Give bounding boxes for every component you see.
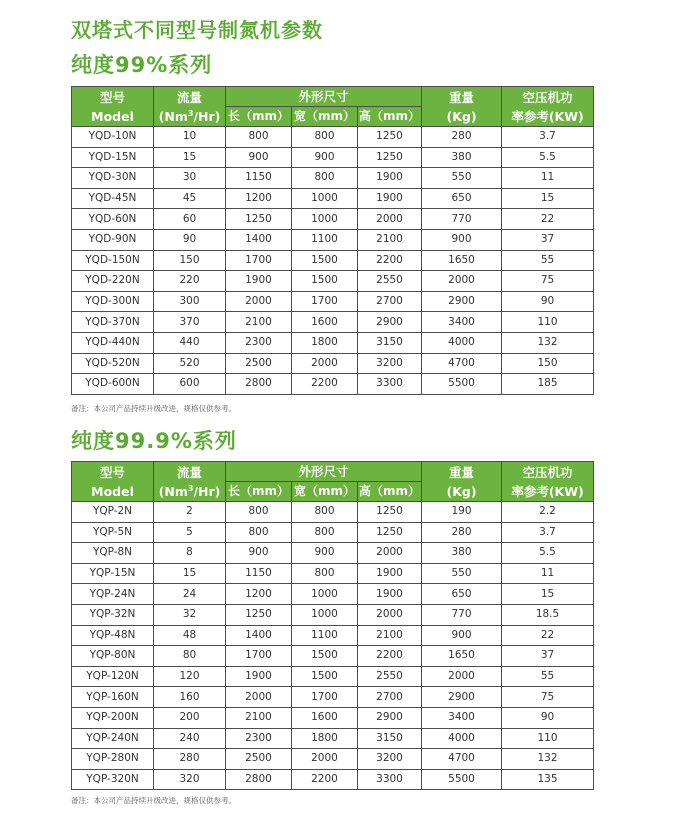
table-row	[72, 250, 594, 271]
table-row	[72, 625, 594, 646]
table-row	[72, 666, 594, 687]
cell-height: 1900	[358, 563, 422, 584]
cell-model: YQD-90N	[72, 229, 154, 250]
cell-model: YQP-200N	[72, 707, 154, 728]
cell-weight: 190	[422, 502, 502, 523]
cell-model: YQD-150N	[72, 250, 154, 271]
cell-width: 1600	[292, 707, 358, 728]
cell-power: 55	[502, 250, 594, 271]
cell-weight: 550	[422, 563, 502, 584]
cell-flow: 2	[154, 502, 226, 523]
table-row	[72, 332, 594, 353]
cell-length: 1200	[226, 188, 292, 209]
cell-flow: 120	[154, 666, 226, 687]
header-model: 型号 Model	[72, 462, 154, 502]
cell-power: 3.7	[502, 127, 594, 148]
cell-model: YQP-24N	[72, 584, 154, 605]
table-row	[72, 707, 594, 728]
cell-flow: 15	[154, 563, 226, 584]
table-body	[72, 127, 594, 395]
header-power: 空压机功 率参考(KW)	[502, 462, 594, 502]
cell-length: 900	[226, 147, 292, 168]
table-row	[72, 127, 594, 148]
table-row	[72, 312, 594, 333]
cell-power: 15	[502, 188, 594, 209]
cell-height: 2700	[358, 687, 422, 708]
cell-flow: 24	[154, 584, 226, 605]
cell-power: 55	[502, 666, 594, 687]
cell-model: YQP-240N	[72, 728, 154, 749]
cell-power: 2.2	[502, 502, 594, 523]
cell-width: 1800	[292, 332, 358, 353]
cell-height: 2000	[358, 604, 422, 625]
table-row	[72, 749, 594, 770]
cell-flow: 5	[154, 522, 226, 543]
cell-length: 2300	[226, 728, 292, 749]
cell-weight: 4700	[422, 749, 502, 770]
cell-length: 2500	[226, 749, 292, 770]
cell-length: 800	[226, 127, 292, 148]
cell-flow: 240	[154, 728, 226, 749]
cell-width: 1500	[292, 646, 358, 667]
cell-power: 11	[502, 168, 594, 189]
cell-width: 1500	[292, 271, 358, 292]
cell-power: 37	[502, 229, 594, 250]
cell-weight: 770	[422, 604, 502, 625]
header-width: 宽（mm）	[292, 482, 358, 502]
table-row	[72, 646, 594, 667]
cell-height: 1250	[358, 127, 422, 148]
cell-weight: 550	[422, 168, 502, 189]
cell-flow: 280	[154, 749, 226, 770]
cell-weight: 2900	[422, 291, 502, 312]
cell-weight: 900	[422, 625, 502, 646]
header-flow: 流量 (Nm$^3$/Hr)	[154, 87, 226, 127]
cell-model: YQP-32N	[72, 604, 154, 625]
cell-height: 2000	[358, 543, 422, 564]
cell-width: 800	[292, 127, 358, 148]
header-length: 长（mm）	[226, 482, 292, 502]
cell-weight: 3400	[422, 707, 502, 728]
cell-width: 900	[292, 543, 358, 564]
table-row	[72, 291, 594, 312]
cell-length: 2100	[226, 312, 292, 333]
cell-model: YQP-8N	[72, 543, 154, 564]
cell-power: 110	[502, 728, 594, 749]
cell-height: 1900	[358, 168, 422, 189]
note-999: 备注：本公司产品持续升级改进，规格仅供参考。	[71, 796, 236, 805]
page-title: 双塔式不同型号制氮机参数	[71, 18, 323, 42]
cell-width: 1800	[292, 728, 358, 749]
table-row	[72, 271, 594, 292]
cell-power: 11	[502, 563, 594, 584]
cell-weight: 2900	[422, 687, 502, 708]
cell-weight: 4700	[422, 353, 502, 374]
table-row	[72, 229, 594, 250]
cell-length: 1250	[226, 604, 292, 625]
cell-length: 1250	[226, 209, 292, 230]
cell-width: 1000	[292, 209, 358, 230]
cell-width: 1100	[292, 625, 358, 646]
cell-width: 1000	[292, 604, 358, 625]
cell-length: 800	[226, 522, 292, 543]
cell-height: 2100	[358, 229, 422, 250]
cell-model: YQP-280N	[72, 749, 154, 770]
cell-height: 2550	[358, 666, 422, 687]
cell-length: 2500	[226, 353, 292, 374]
cell-weight: 5500	[422, 769, 502, 790]
cell-length: 800	[226, 502, 292, 523]
header-weight: 重量 (Kg)	[422, 87, 502, 127]
cell-model: YQD-370N	[72, 312, 154, 333]
cell-height: 3300	[358, 769, 422, 790]
header-length: 长（mm）	[226, 107, 292, 127]
cell-width: 2000	[292, 749, 358, 770]
cell-flow: 90	[154, 229, 226, 250]
table-row	[72, 769, 594, 790]
cell-power: 5.5	[502, 147, 594, 168]
cell-length: 1900	[226, 666, 292, 687]
cell-length: 2800	[226, 769, 292, 790]
cell-weight: 4000	[422, 332, 502, 353]
table-row	[72, 728, 594, 749]
table-row	[72, 522, 594, 543]
cell-model: YQP-48N	[72, 625, 154, 646]
cell-length: 1400	[226, 229, 292, 250]
cell-height: 3200	[358, 749, 422, 770]
cell-height: 2000	[358, 209, 422, 230]
cell-length: 1150	[226, 168, 292, 189]
header-weight: 重量 (Kg)	[422, 462, 502, 502]
cell-flow: 220	[154, 271, 226, 292]
cell-weight: 380	[422, 147, 502, 168]
table-row	[72, 188, 594, 209]
cell-model: YQD-440N	[72, 332, 154, 353]
header-height: 高（mm）	[358, 107, 422, 127]
cell-flow: 15	[154, 147, 226, 168]
header-height: 高（mm）	[358, 482, 422, 502]
cell-length: 900	[226, 543, 292, 564]
cell-weight: 280	[422, 522, 502, 543]
cell-weight: 2000	[422, 271, 502, 292]
cell-height: 1900	[358, 584, 422, 605]
cell-width: 1500	[292, 666, 358, 687]
cell-weight: 5500	[422, 374, 502, 395]
cell-flow: 520	[154, 353, 226, 374]
cell-flow: 440	[154, 332, 226, 353]
cell-width: 800	[292, 168, 358, 189]
cell-width: 2000	[292, 353, 358, 374]
cell-power: 15	[502, 584, 594, 605]
table-row	[72, 353, 594, 374]
spec-table-99	[71, 86, 594, 395]
cell-power: 150	[502, 353, 594, 374]
cell-length: 2000	[226, 687, 292, 708]
cell-flow: 320	[154, 769, 226, 790]
cell-length: 1400	[226, 625, 292, 646]
table-row	[72, 168, 594, 189]
cell-height: 3200	[358, 353, 422, 374]
cell-flow: 30	[154, 168, 226, 189]
header-flow: 流量 (Nm$^3$/Hr)	[154, 462, 226, 502]
table-row	[72, 209, 594, 230]
cell-model: YQP-120N	[72, 666, 154, 687]
cell-model: YQD-300N	[72, 291, 154, 312]
cell-length: 2800	[226, 374, 292, 395]
cell-height: 2200	[358, 250, 422, 271]
cell-power: 75	[502, 271, 594, 292]
cell-width: 1600	[292, 312, 358, 333]
cell-model: YQD-30N	[72, 168, 154, 189]
cell-length: 2000	[226, 291, 292, 312]
cell-flow: 200	[154, 707, 226, 728]
cell-width: 1700	[292, 687, 358, 708]
cell-height: 2200	[358, 646, 422, 667]
cell-height: 2900	[358, 707, 422, 728]
cell-weight: 280	[422, 127, 502, 148]
table-row	[72, 584, 594, 605]
cell-power: 132	[502, 749, 594, 770]
table-row	[72, 687, 594, 708]
section-title-99: 纯度99%系列	[71, 53, 213, 77]
cell-weight: 2000	[422, 666, 502, 687]
cell-length: 1200	[226, 584, 292, 605]
cell-flow: 600	[154, 374, 226, 395]
cell-power: 5.5	[502, 543, 594, 564]
cell-weight: 1650	[422, 646, 502, 667]
cell-weight: 380	[422, 543, 502, 564]
cell-flow: 10	[154, 127, 226, 148]
cell-length: 2100	[226, 707, 292, 728]
cell-height: 3300	[358, 374, 422, 395]
cell-power: 18.5	[502, 604, 594, 625]
cell-width: 1000	[292, 584, 358, 605]
cell-model: YQD-10N	[72, 127, 154, 148]
header-dimensions: 外形尺寸	[226, 462, 422, 482]
cell-length: 1700	[226, 250, 292, 271]
table-row	[72, 147, 594, 168]
header-model: 型号 Model	[72, 87, 154, 127]
cell-width: 800	[292, 563, 358, 584]
cell-power: 110	[502, 312, 594, 333]
table-row	[72, 502, 594, 523]
cell-model: YQD-220N	[72, 271, 154, 292]
header-power: 空压机功 率参考(KW)	[502, 87, 594, 127]
cell-length: 1150	[226, 563, 292, 584]
cell-flow: 300	[154, 291, 226, 312]
cell-power: 3.7	[502, 522, 594, 543]
cell-model: YQP-2N	[72, 502, 154, 523]
cell-width: 2200	[292, 374, 358, 395]
cell-model: YQD-45N	[72, 188, 154, 209]
cell-model: YQD-15N	[72, 147, 154, 168]
header-dimensions: 外形尺寸	[226, 87, 422, 107]
header-width: 宽（mm）	[292, 107, 358, 127]
cell-height: 3150	[358, 728, 422, 749]
cell-height: 2700	[358, 291, 422, 312]
cell-model: YQP-80N	[72, 646, 154, 667]
cell-width: 1100	[292, 229, 358, 250]
cell-power: 22	[502, 625, 594, 646]
cell-height: 2900	[358, 312, 422, 333]
cell-model: YQP-160N	[72, 687, 154, 708]
cell-flow: 32	[154, 604, 226, 625]
spec-table-999	[71, 461, 594, 790]
table-row	[72, 374, 594, 395]
cell-flow: 370	[154, 312, 226, 333]
cell-weight: 3400	[422, 312, 502, 333]
note-99: 备注：本公司产品持续升级改进，规格仅供参考。	[71, 404, 236, 413]
cell-model: YQP-320N	[72, 769, 154, 790]
section-title-999: 纯度99.9%系列	[71, 429, 237, 453]
cell-model: YQD-520N	[72, 353, 154, 374]
table-row	[72, 563, 594, 584]
cell-power: 132	[502, 332, 594, 353]
cell-height: 1250	[358, 522, 422, 543]
cell-width: 800	[292, 502, 358, 523]
cell-flow: 48	[154, 625, 226, 646]
cell-model: YQP-15N	[72, 563, 154, 584]
cell-power: 90	[502, 291, 594, 312]
cell-length: 2300	[226, 332, 292, 353]
cell-width: 1700	[292, 291, 358, 312]
cell-power: 135	[502, 769, 594, 790]
cell-power: 90	[502, 707, 594, 728]
cell-height: 1250	[358, 147, 422, 168]
cell-height: 1250	[358, 502, 422, 523]
cell-width: 800	[292, 522, 358, 543]
cell-flow: 160	[154, 687, 226, 708]
cell-height: 2550	[358, 271, 422, 292]
cell-power: 185	[502, 374, 594, 395]
cell-model: YQP-5N	[72, 522, 154, 543]
cell-width: 1000	[292, 188, 358, 209]
cell-width: 900	[292, 147, 358, 168]
cell-flow: 150	[154, 250, 226, 271]
cell-height: 2100	[358, 625, 422, 646]
cell-power: 37	[502, 646, 594, 667]
cell-weight: 770	[422, 209, 502, 230]
cell-weight: 1650	[422, 250, 502, 271]
cell-flow: 80	[154, 646, 226, 667]
cell-weight: 900	[422, 229, 502, 250]
cell-power: 75	[502, 687, 594, 708]
cell-weight: 4000	[422, 728, 502, 749]
cell-length: 1900	[226, 271, 292, 292]
cell-width: 2200	[292, 769, 358, 790]
cell-model: YQD-600N	[72, 374, 154, 395]
cell-weight: 650	[422, 584, 502, 605]
cell-flow: 45	[154, 188, 226, 209]
cell-weight: 650	[422, 188, 502, 209]
table-row	[72, 543, 594, 564]
cell-flow: 60	[154, 209, 226, 230]
cell-height: 1900	[358, 188, 422, 209]
cell-length: 1700	[226, 646, 292, 667]
cell-width: 1500	[292, 250, 358, 271]
cell-flow: 8	[154, 543, 226, 564]
table-row	[72, 604, 594, 625]
table-body	[72, 502, 594, 790]
cell-height: 3150	[358, 332, 422, 353]
cell-model: YQD-60N	[72, 209, 154, 230]
cell-power: 22	[502, 209, 594, 230]
